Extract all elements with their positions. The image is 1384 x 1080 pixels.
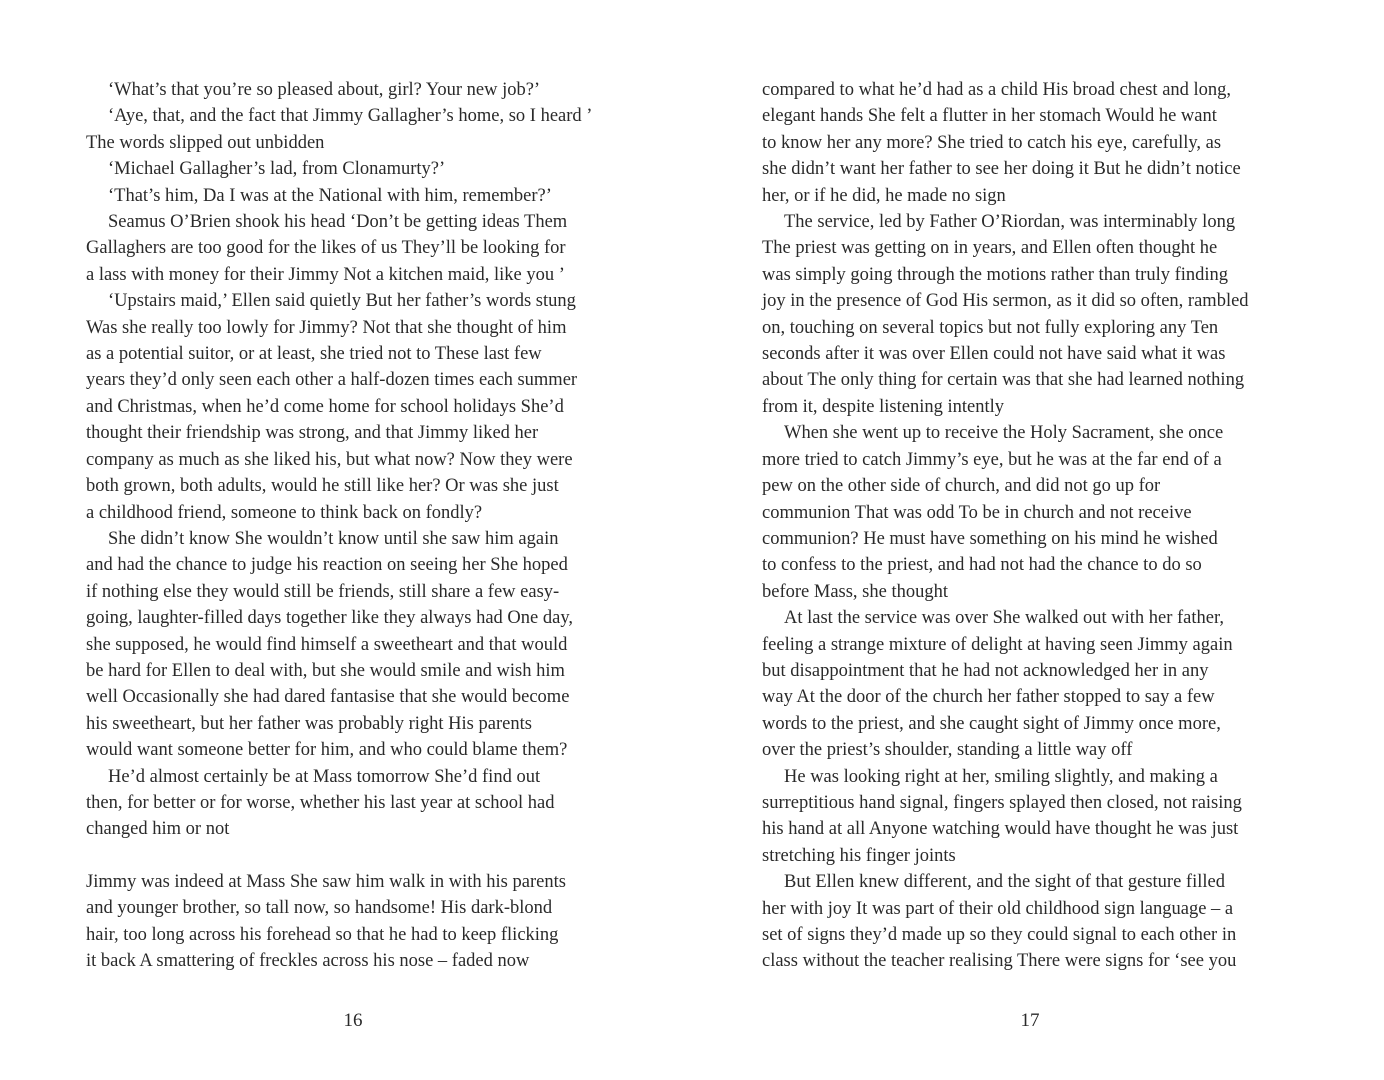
paragraph: ‘Upstairs maid,’ Ellen said quietly But her father’s words stung Was she really too lowly for Jimmy? Not that she thought of him as a potential suitor, or at least, she tried not to These last few years they’d only seen each other a half-dozen times each summer and Christmas, when he’d come home for school holidays She’d thought their friendship was strong, and that Jimmy liked her company as much as she liked his, but what now? Now they were both grown, both adults, would he still like her? Or was she just a childhood friend, someone to think back on fondly? xyxy=(86,291,578,523)
paragraph: ‘Aye, that, and the fact that Jimmy Gallagher’s home, so I heard ’ The words slipped out unbidden xyxy=(86,106,593,153)
paragraph: But Ellen knew different, and the sight of that gesture filled her with joy It was part of their old childhood sign language – a set of signs they’d made up so they could signal to each other in class without the teacher realising There were signs for ‘see you xyxy=(762,872,1237,972)
section-break xyxy=(86,843,620,869)
paragraph: He’d almost certainly be at Mass tomorrow She’d find out then, for better or for worse, whether his last year at school had changed him or not xyxy=(86,766,555,840)
paragraph: When she went up to receive the Holy Sacrament, she once more tried to catch Jimmy’s eye, but he was at the far end of a pew on the other side of church, and did not go up for communion That was odd To be in church and not receive communion? He must have something on his mind he wished to confess to the priest, and had not had the chance to do so before Mass, she thought xyxy=(762,423,1224,602)
paragraph: Jimmy was indeed at Mass She saw him walk in with his parents and younger brother, so tall now, so handsome! His dark-blond hair, too long across his forehead so that he had to keep flicking it back A smattering of freckles across his nose – faded now xyxy=(86,871,566,971)
paragraph: At last the service was over She walked out with her father, feeling a strange mixture of delight at having seen Jimmy again but disappointment that he had not acknowledged her in any way At the door of the church her father stopped to say a few words to the priest, and she caught sight of Jimmy once more, over the priest’s shoulder, standing a little way off xyxy=(762,608,1233,761)
paragraph: The service, led by Father O’Riordan, was interminably long The priest was getting on in years, and Ellen often thought he was simply going through the motions rather than truly finding joy in the presence of God His sermon, as it did so often, rambled on, touching on several topics but not fully exploring any Ten seconds after it was over Ellen could not have said what it was about The only thing for certain was that she had learned nothing from it, despite listening intently xyxy=(762,212,1249,417)
paragraph: ‘That’s him, Da I was at the National with him, remember?’ xyxy=(108,185,552,206)
paragraph: ‘Michael Gallagher’s lad, from Clonamurty?’ xyxy=(108,159,446,180)
paragraph: Seamus O’Brien shook his head ‘Don’t be getting ideas Them Gallaghers are too good for the likes of us They’ll be looking for a lass with money for their Jimmy Not a kitchen maid, like you ’ xyxy=(86,212,568,285)
paragraph: She didn’t know She wouldn’t know until she saw him again and had the chance to judge his reaction on seeing her She hoped if nothing else they would still be friends, still share a few easy- going, laughter-filled days together like they always had One day, she supposed, he would find himself a sweetheart and that would be hard for Ellen to deal with, but she would smile and wish him well Occasionally she had dared fantasise that she would become his sweetheart, but her father was probably right His parents would want someone better for him, and who could blame them? xyxy=(86,528,573,761)
paragraph: compared to what he’d had as a child His broad chest and long, elegant hands She felt a flutter in her stomach Would he want to know her any more? She tried to catch his eye, carefully, as she didn’t want her father to see her doing it But he didn’t notice her, or if he did, he made no sign xyxy=(762,80,1241,206)
page-number-right: 17 xyxy=(1020,1010,1040,1031)
paragraph: ‘What’s that you’re so pleased about, girl? Your new job?’ xyxy=(108,80,541,100)
left-page xyxy=(86,77,620,974)
page-number-left: 16 xyxy=(343,1010,363,1031)
paragraph: He was looking right at her, smiling slightly, and making a surreptitious hand signal, fingers splayed then closed, not raising his hand at all Anyone watching would have thought he was just stretching his finger joints xyxy=(762,766,1242,866)
right-page xyxy=(762,77,1296,975)
